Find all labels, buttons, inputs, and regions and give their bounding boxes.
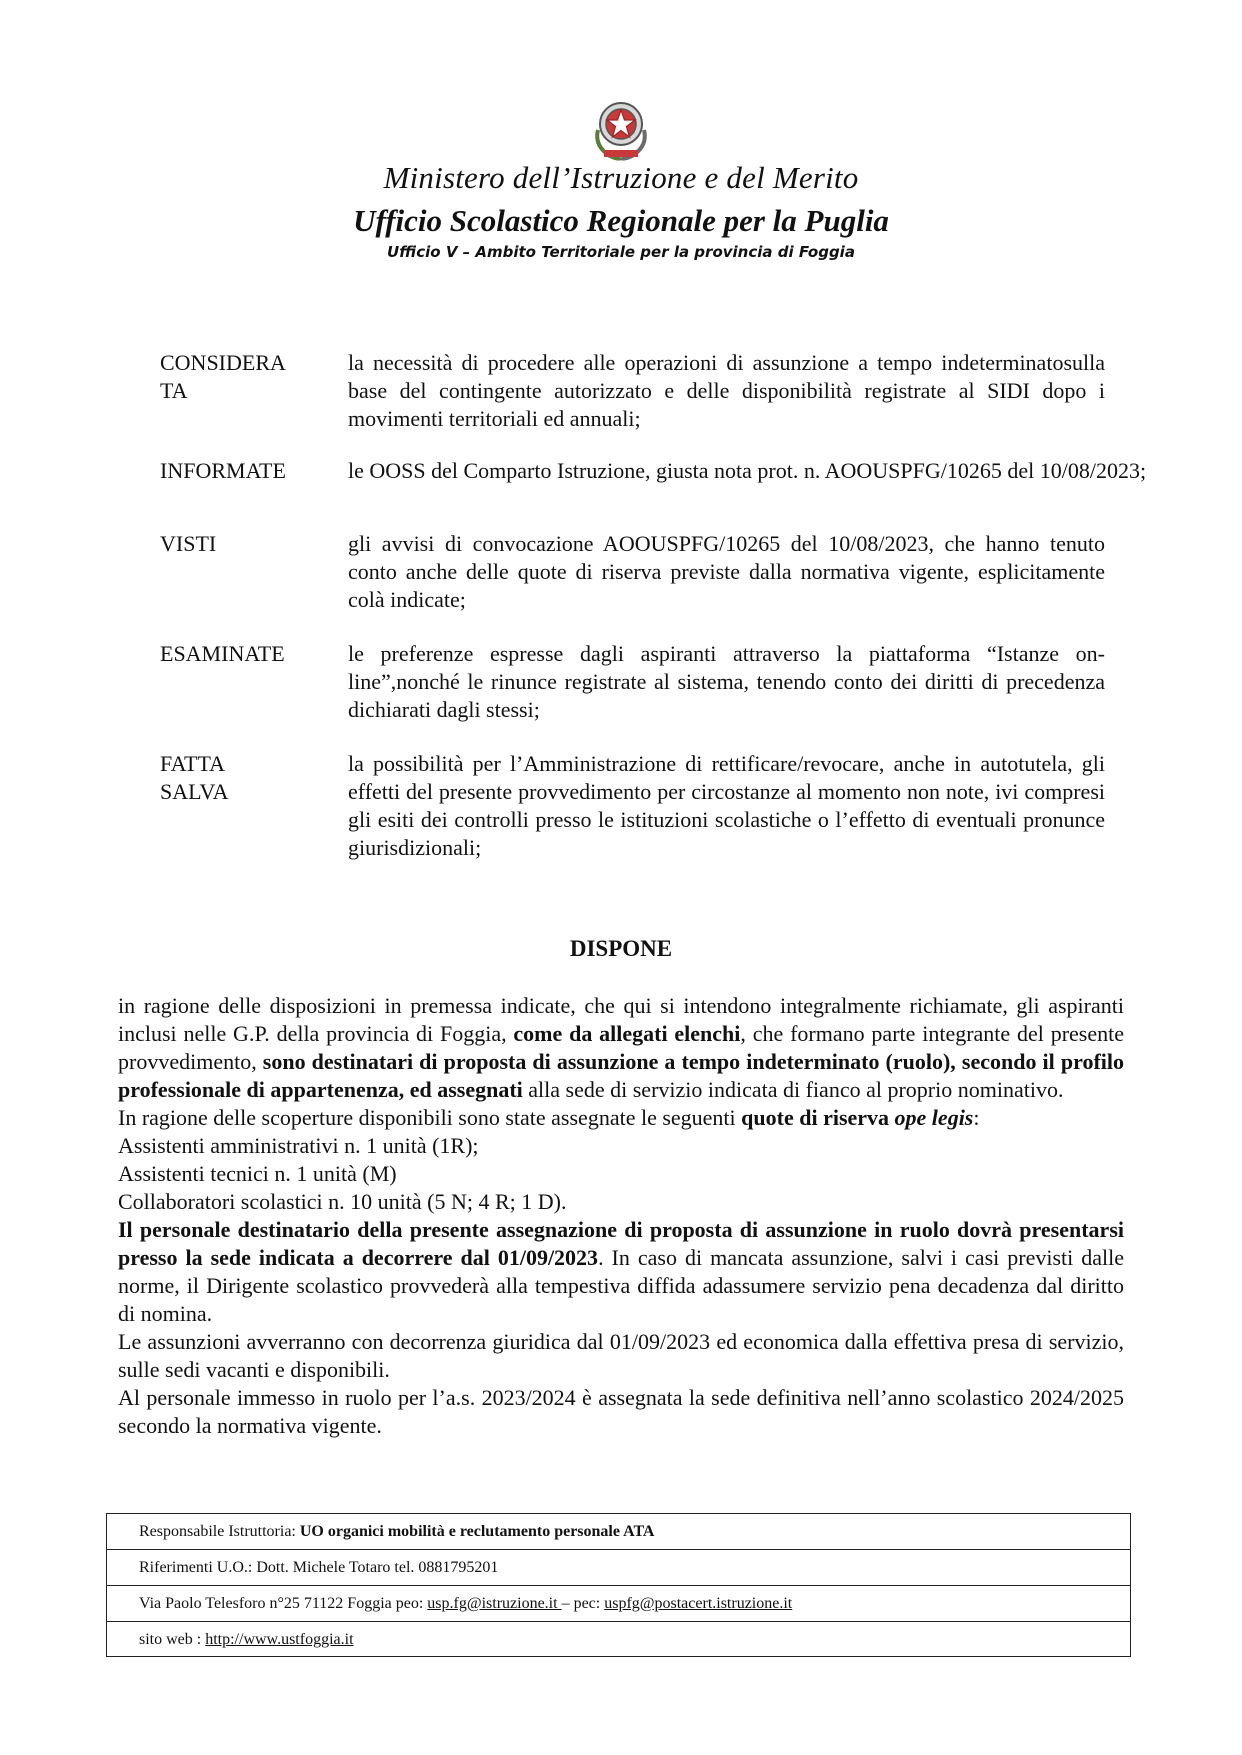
regional-office-name: Ufficio Scolastico Regionale per la Puglia [353,203,889,238]
dispone-paragraph-4: Le assunzioni avverranno con decorrenza giuridica dal 01/09/2023 ed economica dalla effettiva presa di servizio, sulle sedi vacanti e disponibili. [118,1329,1124,1382]
text-run-bold: sono destinatari di proposta di assunzione a tempo indeterminato (ruolo), secondo il profilo professionale di appartenenza, ed assegnati [118,1049,1124,1102]
text-run: alla sede di servizio indicata di fianco al proprio nominativo. [522,1077,1064,1102]
local-office-name: Ufficio V – Ambito Territoriale per la provincia di Foggia [387,243,855,261]
contact-table [106,1513,1131,1657]
premise-text: le preferenze espresse dagli aspiranti attraverso la piattaforma “Istanze on-line”,nonché le rinunce registrate al sistema, tenendo conto dei diritti di precedenza dichiarati dagli stessi; [348,641,1105,722]
premise-label: VISTI [160,531,217,556]
premise-label: CONSIDERA TA [160,350,286,403]
contact-label: Responsabile Istruttoria: [139,1523,300,1540]
contact-row-website [107,1622,1130,1658]
text-run: in ragione delle disposizioni in premessa indicate, che qui si intendono integralmente richiamate, gli aspiranti inclusi nelle G.P. della provincia di Foggia, [118,993,1124,1046]
text-run-bold: quote di riserva [741,1105,895,1130]
text-run: . In caso di mancata assunzione, salvi i casi previsti dalle norme, il Dirigente scolastico provvederà alla tempestiva diffida adassumere servizio pena decadenza dal diritto di nomina. [118,1245,1124,1326]
premise-label: FATTA SALVA [160,751,229,804]
contact-row-responsabile [107,1514,1130,1550]
text-run-bold: Il personale destinatario della presente assegnazione di proposta di assunzione in ruolo dovrà presentarsi presso la sede indicata a decorrere dal 01/09/2023 [118,1217,1124,1270]
dispone-paragraph-5: Al personale immesso in ruolo per l’a.s. 2023/2024 è assegnata la sede definitiva nell’anno scolastico 2024/2025 secondo la normativa vigente. [118,1385,1124,1438]
premise-text: la necessità di procedere alle operazioni di assunzione a tempo indeterminatosulla base del contingente autorizzato e delle disponibilità registrate al SIDI dopo i movimenti territoriali ed annuali; [348,350,1105,431]
contact-row-address [107,1586,1130,1622]
pec-email-link[interactable]: uspfg@postacert.istruzione.it [604,1595,793,1612]
contact-label: sito web : [139,1631,206,1648]
peo-email-link[interactable]: usp.fg@istruzione.it [427,1595,562,1612]
premise-text: la possibilità per l’Amministrazione di rettificare/revocare, anche in autotutela, gli effetti del presente provvedimento per circostanze al momento non note, ivi compresi gli esiti dei controlli presso le istituzioni scolastiche o l’effetto di eventuali pronunce giurisdizionali; [348,751,1105,860]
contact-text: Via Paolo Telesforo n°25 71122 Foggia peo: [139,1595,428,1612]
dispone-paragraph-1 [118,992,1124,1104]
premise-text: gli avvisi di convocazione AOOUSPFG/10265 del 10/08/2023, che hanno tenuto conto anche delle quote di riserva previste dalla normativa vigente, esplicitamente colà indicate; [348,531,1105,612]
quota-line: Assistenti tecnici n. 1 unità (M) [118,1161,397,1186]
dispone-body [118,992,1124,1440]
text-run: In ragione delle scoperture disponibili sono state assegnate le seguenti [118,1105,742,1130]
website-link[interactable]: http://www.ustfoggia.it [205,1631,354,1648]
text-run: : [973,1105,980,1130]
text-run: , che formano parte integrante del presente provvedimento, [118,1021,1124,1074]
quota-line: Collaboratori scolastici n. 10 unità (5 N; 4 R; 1 D). [118,1189,567,1214]
text-run-bold-italic: ope legis [894,1105,974,1130]
contact-row-riferimenti [107,1550,1130,1586]
premise-label: ESAMINATE [160,641,285,666]
dispone-paragraph-2 [118,1104,1124,1132]
dispone-heading: DISPONE [569,936,673,961]
premise-text: le OOSS del Comparto Istruzione, giusta nota prot. n. AOOUSPFG/10265 del 10/08/2023; [348,458,1147,483]
premise-label: INFORMATE [160,458,286,483]
quota-line: Assistenti amministrativi n. 1 unità (1R); [118,1133,479,1158]
contact-text: Riferimenti U.O.: Dott. Michele Totaro tel. 0881795201 [139,1559,499,1576]
dispone-paragraph-3 [118,1216,1124,1328]
ministry-name: Ministero dell’Istruzione e del Merito [383,160,859,195]
contact-text: – pec: [561,1595,605,1612]
text-run-bold: come da allegati elenchi [513,1021,741,1046]
contact-value: UO organici mobilità e reclutamento personale ATA [299,1523,655,1540]
italian-republic-emblem-icon [588,92,654,162]
